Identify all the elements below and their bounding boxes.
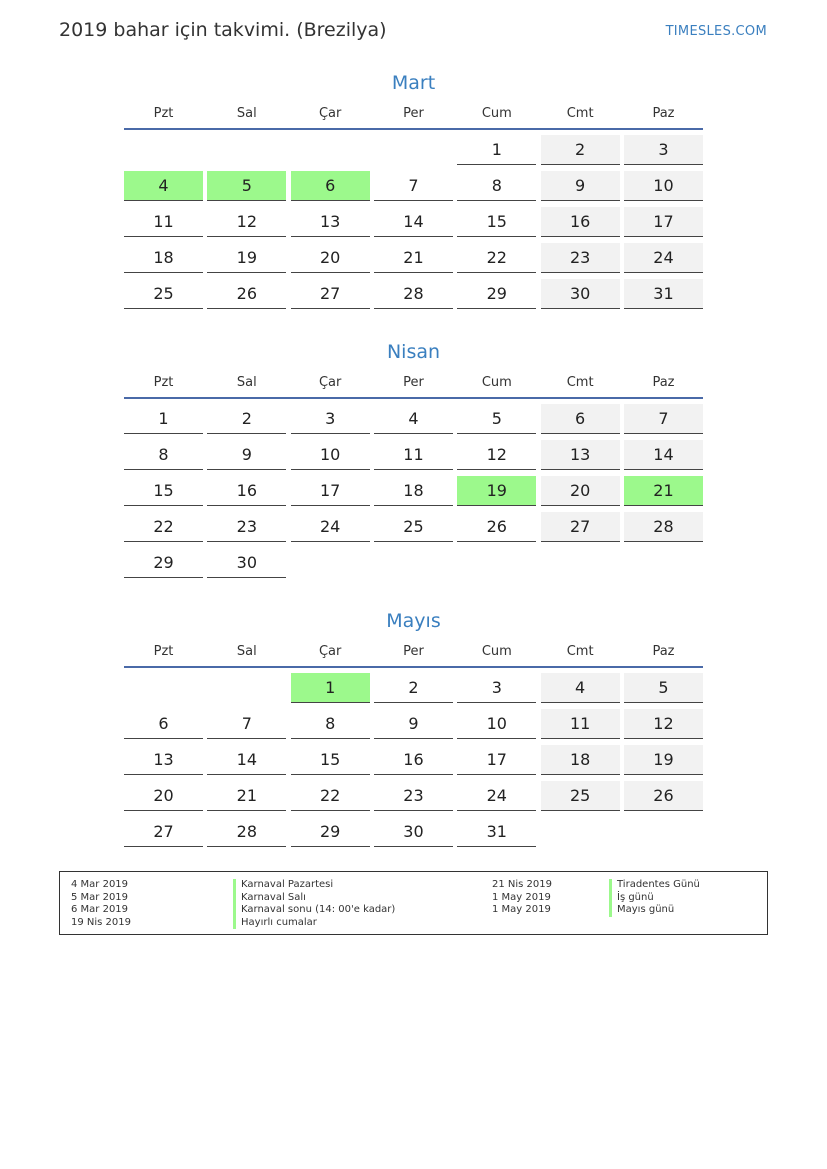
day-cell: 16	[541, 207, 620, 237]
day-cell: 13	[124, 745, 203, 775]
header-divider	[124, 666, 703, 668]
day-cell: 12	[207, 207, 286, 237]
weekday-label: Cmt	[566, 106, 594, 121]
day-cell: 9	[207, 440, 286, 470]
legend-date: 4 Mar 2019	[71, 879, 129, 890]
day-cell: 31	[457, 817, 536, 847]
day-cell: 19	[624, 745, 703, 775]
weekday-label: Çar	[318, 644, 342, 659]
day-cell: 20	[124, 781, 203, 811]
day-cell: 11	[374, 440, 453, 470]
holiday-legend	[59, 871, 768, 935]
day-cell: 8	[291, 709, 370, 739]
legend-date: 1 May 2019	[492, 904, 551, 915]
day-cell: 27	[541, 512, 620, 542]
day-cell: 6	[124, 709, 203, 739]
day-cell: 3	[624, 135, 703, 165]
day-cell: 12	[624, 709, 703, 739]
weekday-label: Per	[403, 106, 424, 121]
day-cell: 11	[541, 709, 620, 739]
day-cell: 17	[624, 207, 703, 237]
weekday-header	[124, 375, 703, 397]
legend-name: Tiradentes Günü	[609, 879, 700, 892]
weekday-label: Paz	[652, 375, 675, 390]
day-cell: 5	[624, 673, 703, 703]
day-cell: 19	[207, 243, 286, 273]
day-cell: 24	[457, 781, 536, 811]
legend-right-dates	[492, 879, 552, 917]
day-cell: 24	[291, 512, 370, 542]
day-cell: 10	[291, 440, 370, 470]
day-cell: 30	[374, 817, 453, 847]
day-cell: 24	[624, 243, 703, 273]
day-cell: 2	[374, 673, 453, 703]
day-cell: 18	[374, 476, 453, 506]
weekday-label: Çar	[318, 106, 342, 121]
day-cell: 25	[541, 781, 620, 811]
legend-name: Karnaval Salı	[233, 892, 395, 905]
day-cell: 21	[374, 243, 453, 273]
day-cell: 2	[541, 135, 620, 165]
empty-cell	[374, 135, 453, 165]
empty-cell	[124, 135, 203, 165]
month-title: Mart	[391, 72, 436, 94]
weekday-header	[124, 644, 703, 666]
month-title: Nisan	[386, 341, 441, 363]
weekday-label: Paz	[652, 644, 675, 659]
legend-name: Karnaval Pazartesi	[233, 879, 395, 892]
weekday-label: Pzt	[153, 106, 174, 121]
day-cell: 10	[457, 709, 536, 739]
day-cell: 22	[457, 243, 536, 273]
page-title: 2019 bahar için takvimi. (Brezilya)	[59, 19, 387, 41]
legend-date: 19 Nis 2019	[71, 916, 131, 928]
day-cell: 28	[207, 817, 286, 847]
legend-left-dates	[71, 879, 131, 929]
day-cell: 1	[124, 404, 203, 434]
empty-cell	[207, 673, 286, 703]
month-nisan	[124, 339, 703, 578]
legend-date: 5 Mar 2019	[71, 891, 129, 903]
day-cell: 17	[457, 745, 536, 775]
day-cell: 10	[624, 171, 703, 201]
day-cell: 29	[124, 548, 203, 578]
days-grid	[124, 135, 703, 309]
weekday-label: Paz	[652, 106, 675, 121]
day-cell: 9	[541, 171, 620, 201]
day-cell: 3	[457, 673, 536, 703]
day-cell: 31	[624, 279, 703, 309]
day-cell: 26	[457, 512, 536, 542]
empty-cell	[291, 135, 370, 165]
empty-cell	[207, 135, 286, 165]
day-cell: 7	[374, 171, 453, 201]
day-cell: 1	[457, 135, 536, 165]
day-cell: 25	[374, 512, 453, 542]
month-mayis	[124, 608, 703, 847]
day-cell: 20	[541, 476, 620, 506]
weekday-label: Çar	[318, 375, 342, 390]
legend-right-names	[609, 879, 700, 917]
day-cell: 7	[624, 404, 703, 434]
day-cell: 2	[207, 404, 286, 434]
weekday-label: Sal	[236, 644, 257, 659]
day-cell: 8	[457, 171, 536, 201]
weekday-label: Cum	[481, 375, 512, 390]
day-cell: 27	[291, 279, 370, 309]
weekday-label: Per	[403, 375, 424, 390]
empty-cell	[124, 673, 203, 703]
header-divider	[124, 397, 703, 399]
legend-date: 21 Nis 2019	[492, 879, 552, 890]
day-cell: 1	[291, 673, 370, 703]
day-cell: 7	[207, 709, 286, 739]
day-cell: 6	[291, 171, 370, 201]
weekday-label: Per	[403, 644, 424, 659]
month-title: Mayıs	[386, 610, 441, 632]
legend-name: Mayıs günü	[609, 904, 700, 917]
day-cell: 30	[541, 279, 620, 309]
day-cell: 20	[291, 243, 370, 273]
day-cell: 6	[541, 404, 620, 434]
day-cell: 21	[624, 476, 703, 506]
day-cell: 14	[624, 440, 703, 470]
day-cell: 23	[207, 512, 286, 542]
legend-left-names	[233, 879, 395, 929]
day-cell: 15	[291, 745, 370, 775]
day-cell: 12	[457, 440, 536, 470]
day-cell: 15	[124, 476, 203, 506]
day-cell: 3	[291, 404, 370, 434]
day-cell: 30	[207, 548, 286, 578]
weekday-label: Cmt	[566, 375, 594, 390]
weekday-label: Pzt	[153, 375, 174, 390]
day-cell: 4	[374, 404, 453, 434]
legend-date: 1 May 2019	[492, 891, 551, 903]
day-cell: 8	[124, 440, 203, 470]
day-cell: 11	[124, 207, 203, 237]
day-cell: 21	[207, 781, 286, 811]
day-cell: 15	[457, 207, 536, 237]
day-cell: 4	[124, 171, 203, 201]
day-cell: 18	[541, 745, 620, 775]
day-cell: 4	[541, 673, 620, 703]
header-divider	[124, 128, 703, 130]
day-cell: 22	[291, 781, 370, 811]
day-cell: 14	[374, 207, 453, 237]
days-grid	[124, 404, 703, 578]
day-cell: 13	[541, 440, 620, 470]
day-cell: 16	[207, 476, 286, 506]
month-mart	[124, 70, 703, 309]
site-link[interactable]: TIMESLES.COM	[665, 24, 767, 39]
day-cell: 26	[624, 781, 703, 811]
day-cell: 23	[374, 781, 453, 811]
weekday-label: Cum	[481, 644, 512, 659]
day-cell: 25	[124, 279, 203, 309]
day-cell: 19	[457, 476, 536, 506]
day-cell: 16	[374, 745, 453, 775]
legend-name: İş günü	[609, 892, 700, 905]
day-cell: 22	[124, 512, 203, 542]
day-cell: 17	[291, 476, 370, 506]
day-cell: 5	[457, 404, 536, 434]
weekday-label: Pzt	[153, 644, 174, 659]
day-cell: 18	[124, 243, 203, 273]
legend-name: Hayırlı cumalar	[233, 917, 395, 930]
day-cell: 14	[207, 745, 286, 775]
legend-name: Karnaval sonu (14: 00'e kadar)	[233, 904, 395, 917]
weekday-label: Sal	[236, 375, 257, 390]
day-cell: 29	[291, 817, 370, 847]
day-cell: 29	[457, 279, 536, 309]
day-cell: 23	[541, 243, 620, 273]
day-cell: 13	[291, 207, 370, 237]
day-cell: 5	[207, 171, 286, 201]
days-grid	[124, 673, 703, 847]
weekday-label: Cmt	[566, 644, 594, 659]
weekday-label: Cum	[481, 106, 512, 121]
weekday-header	[124, 106, 703, 128]
day-cell: 27	[124, 817, 203, 847]
day-cell: 28	[374, 279, 453, 309]
weekday-label: Sal	[236, 106, 257, 121]
legend-date: 6 Mar 2019	[71, 904, 129, 915]
day-cell: 9	[374, 709, 453, 739]
day-cell: 26	[207, 279, 286, 309]
day-cell: 28	[624, 512, 703, 542]
